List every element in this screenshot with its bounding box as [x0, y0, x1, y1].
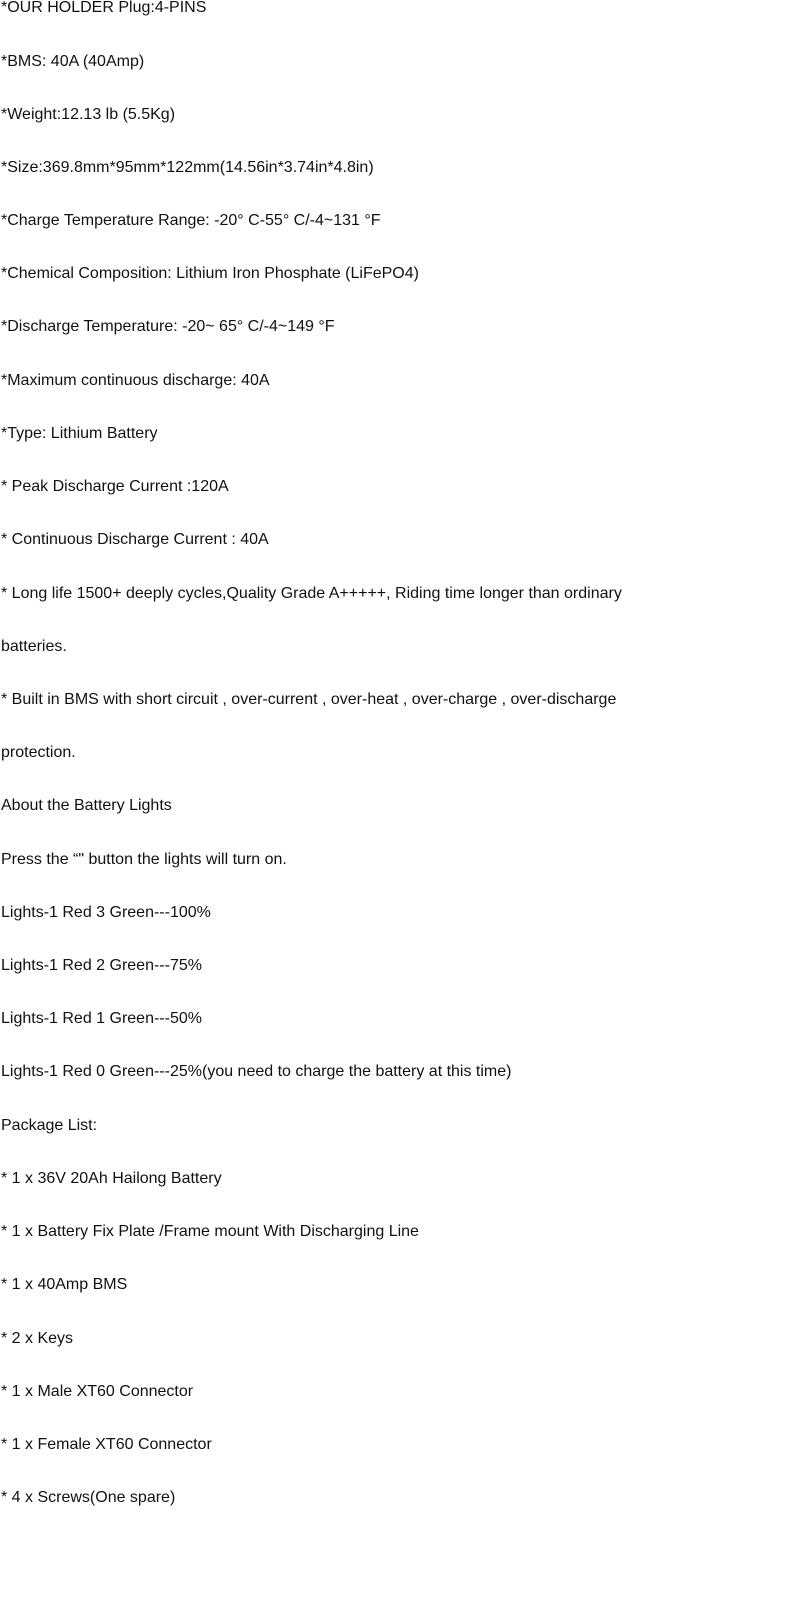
spec-weight: *Weight:12.13 lb (5.5Kg): [1, 106, 176, 123]
spec-chemical-composition: *Chemical Composition: Lithium Iron Phosphate (LiFePO4): [1, 265, 419, 282]
battery-lights-25: Lights-1 Red 0 Green---25%(you need to charge the battery at this time): [1, 1063, 512, 1080]
package-item-bms: * 1 x 40Amp BMS: [1, 1276, 128, 1293]
spec-built-in-bms-continued: protection.: [1, 744, 76, 761]
battery-lights-100: Lights-1 Red 3 Green---100%: [1, 904, 211, 921]
battery-lights-75: Lights-1 Red 2 Green---75%: [1, 957, 202, 974]
spec-size: *Size:369.8mm*95mm*122mm(14.56in*3.74in*4.8in): [1, 159, 374, 176]
package-item-fix-plate: * 1 x Battery Fix Plate /Frame mount With Discharging Line: [1, 1223, 419, 1240]
package-item-battery: * 1 x 36V 20Ah Hailong Battery: [1, 1170, 222, 1187]
spec-holder-plug: *OUR HOLDER Plug:4-PINS: [1, 0, 207, 16]
spec-max-continuous-discharge: *Maximum continuous discharge: 40A: [1, 372, 270, 389]
spec-type: *Type: Lithium Battery: [1, 425, 158, 442]
package-list-heading: Package List:: [1, 1117, 98, 1134]
package-item-female-connector: * 1 x Female XT60 Connector: [1, 1436, 212, 1453]
spec-bms: *BMS: 40A (40Amp): [1, 53, 145, 70]
spec-discharge-temperature: *Discharge Temperature: -20~ 65° C/-4~149 °F: [1, 318, 335, 335]
spec-charge-temperature: *Charge Temperature Range: -20° C-55° C/-4~131 °F: [1, 212, 381, 229]
spec-built-in-bms: * Built in BMS with short circuit , over-current , over-heat , over-charge , over-discharge: [1, 691, 617, 708]
battery-lights-heading: About the Battery Lights: [1, 797, 172, 814]
package-item-screws: * 4 x Screws(One spare): [1, 1489, 176, 1506]
package-item-male-connector: * 1 x Male XT60 Connector: [1, 1383, 194, 1400]
spec-long-life-continued: batteries.: [1, 638, 67, 655]
battery-lights-instruction: Press the “" button the lights will turn on.: [1, 851, 287, 868]
battery-lights-50: Lights-1 Red 1 Green---50%: [1, 1010, 202, 1027]
spec-continuous-discharge-current: * Continuous Discharge Current : 40A: [1, 531, 269, 548]
package-item-keys: * 2 x Keys: [1, 1330, 74, 1347]
spec-peak-discharge-current: * Peak Discharge Current :120A: [1, 478, 229, 495]
spec-long-life: * Long life 1500+ deeply cycles,Quality Grade A+++++, Riding time longer than ordinary: [1, 585, 622, 602]
